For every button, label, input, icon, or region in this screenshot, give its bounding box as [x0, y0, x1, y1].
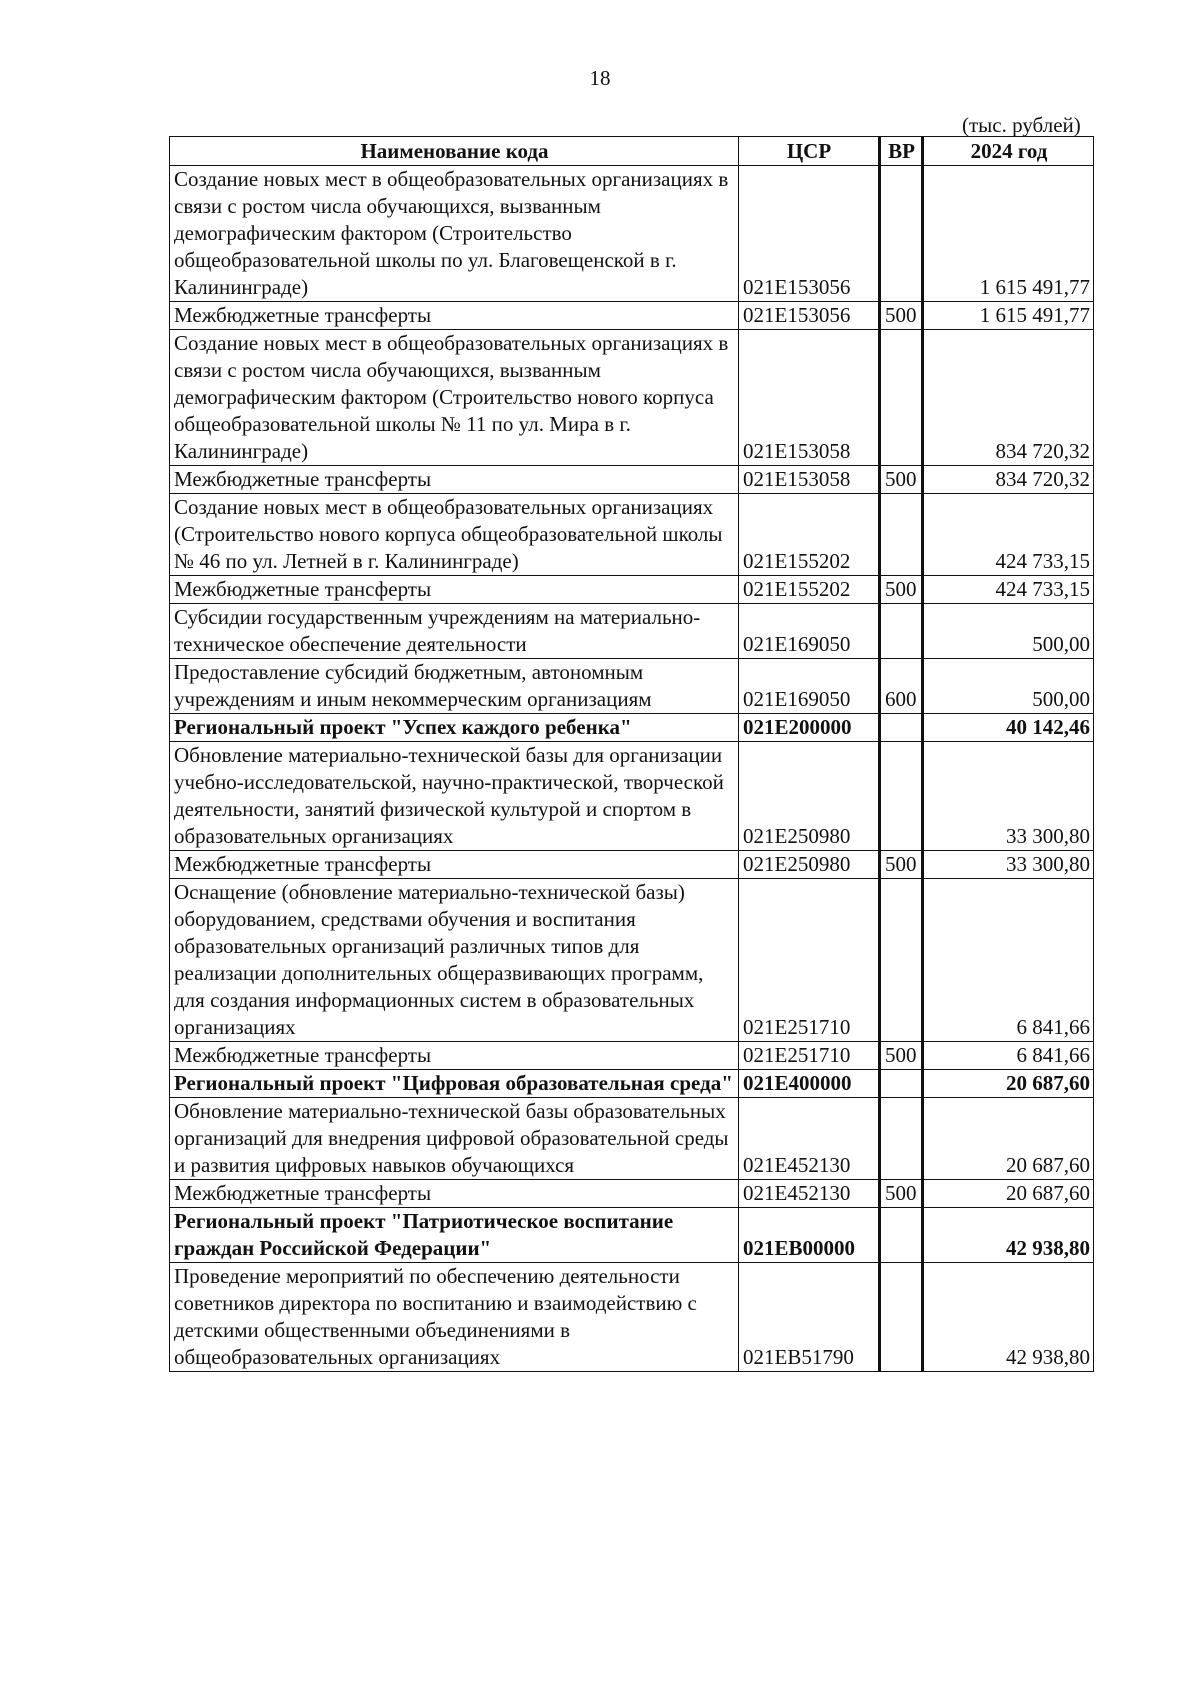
cell-amount: 500,00 [923, 604, 1094, 659]
cell-vr: 500 [880, 1180, 923, 1208]
cell-amount: 20 687,60 [923, 1070, 1094, 1098]
table-row [170, 466, 1094, 494]
cell-name: Обновление материально-технической базы для организации учебно-исследовательской, научно-практической, творческой деятельности, занятий физической культурой и спортом в образовательных организациях [170, 742, 739, 851]
cell-vr [880, 330, 923, 466]
cell-vr [880, 604, 923, 659]
cell-csr: 021Е250980 [739, 851, 880, 879]
cell-amount: 1 615 491,77 [923, 302, 1094, 330]
cell-csr: 021Е153058 [739, 466, 880, 494]
cell-vr: 500 [880, 302, 923, 330]
cell-amount: 6 841,66 [923, 879, 1094, 1042]
cell-csr: 021ЕВ51790 [739, 1263, 880, 1372]
table-row [170, 742, 1094, 851]
cell-amount: 42 938,80 [923, 1263, 1094, 1372]
cell-name: Проведение мероприятий по обеспечению деятельности советников директора по воспитанию и взаимодействию с детскими общественными объединениями в общеобразовательных организациях [170, 1263, 739, 1372]
cell-csr: 021Е200000 [739, 714, 880, 742]
cell-csr: 021Е169050 [739, 604, 880, 659]
cell-name: Межбюджетные трансферты [170, 1042, 739, 1070]
table-row [170, 659, 1094, 714]
cell-vr: 500 [880, 851, 923, 879]
table-row [170, 166, 1094, 302]
cell-name: Субсидии государственным учреждениям на материально-техническое обеспечение деятельности [170, 604, 739, 659]
cell-vr [880, 1208, 923, 1263]
cell-csr: 021Е250980 [739, 742, 880, 851]
cell-amount: 42 938,80 [923, 1208, 1094, 1263]
cell-name: Обновление материально-технической базы образовательных организаций для внедрения цифровой образовательной среды и развития цифровых навыков обучающихся [170, 1098, 739, 1180]
header-year: 2024 год [923, 137, 1094, 166]
table-row [170, 302, 1094, 330]
cell-name: Оснащение (обновление материально-технической базы) оборудованием, средствами обучения и воспитания образовательных организаций различных типов для реализации дополнительных общеразвивающих программ, для создания информационных систем в образовательных организациях [170, 879, 739, 1042]
cell-csr: 021Е153058 [739, 330, 880, 466]
cell-vr [880, 494, 923, 576]
header-name: Наименование кода [170, 137, 739, 166]
cell-amount: 33 300,80 [923, 851, 1094, 879]
cell-name: Межбюджетные трансферты [170, 1180, 739, 1208]
header-row [170, 137, 1094, 166]
cell-name: Межбюджетные трансферты [170, 302, 739, 330]
cell-csr: 021Е452130 [739, 1098, 880, 1180]
cell-vr: 500 [880, 1042, 923, 1070]
cell-name: Создание новых мест в общеобразовательных организациях (Строительство нового корпуса общеобразовательной школы № 46 по ул. Летней в г. Калининграде) [170, 494, 739, 576]
table-row [170, 1263, 1094, 1372]
cell-amount: 33 300,80 [923, 742, 1094, 851]
table-row [170, 604, 1094, 659]
cell-vr [880, 879, 923, 1042]
table-row [170, 714, 1094, 742]
cell-vr [880, 714, 923, 742]
cell-amount: 1 615 491,77 [923, 166, 1094, 302]
cell-name: Региональный проект "Патриотическое воспитание граждан Российской Федерации" [170, 1208, 739, 1263]
cell-name: Предоставление субсидий бюджетным, автономным учреждениям и иным некоммерческим организациям [170, 659, 739, 714]
cell-vr: 500 [880, 466, 923, 494]
table-row [170, 851, 1094, 879]
cell-name: Создание новых мест в общеобразовательных организациях в связи с ростом числа обучающихся, вызванным демографическим фактором (Строительство нового корпуса общеобразовательной школы № 11 по ул. Мира в г. Калининграде) [170, 330, 739, 466]
header-vr: ВР [880, 137, 923, 166]
cell-vr [880, 166, 923, 302]
cell-amount: 6 841,66 [923, 1042, 1094, 1070]
cell-amount: 20 687,60 [923, 1180, 1094, 1208]
cell-csr: 021Е153056 [739, 302, 880, 330]
cell-csr: 021Е251710 [739, 1042, 880, 1070]
units-label: (тыс. рублей) [962, 113, 1081, 137]
table-row [170, 576, 1094, 604]
cell-name: Создание новых мест в общеобразовательных организациях в связи с ростом числа обучающихся, вызванным демографическим фактором (Строительство общеобразовательной школы по ул. Благовещенской в г. Калининграде) [170, 166, 739, 302]
cell-amount: 20 687,60 [923, 1098, 1094, 1180]
table-row [170, 494, 1094, 576]
cell-amount: 424 733,15 [923, 494, 1094, 576]
cell-name: Межбюджетные трансферты [170, 466, 739, 494]
cell-amount: 834 720,32 [923, 330, 1094, 466]
page-number: 18 [589, 66, 611, 90]
cell-vr: 600 [880, 659, 923, 714]
cell-name: Региональный проект "Цифровая образовательная среда" [170, 1070, 739, 1098]
cell-vr [880, 742, 923, 851]
cell-vr: 500 [880, 576, 923, 604]
table-row [170, 330, 1094, 466]
cell-csr: 021Е169050 [739, 659, 880, 714]
cell-amount: 834 720,32 [923, 466, 1094, 494]
cell-vr [880, 1098, 923, 1180]
header-csr: ЦСР [739, 137, 880, 166]
cell-name: Межбюджетные трансферты [170, 576, 739, 604]
cell-amount: 40 142,46 [923, 714, 1094, 742]
table-row [170, 1208, 1094, 1263]
cell-name: Региональный проект "Успех каждого ребенка" [170, 714, 739, 742]
cell-csr: 021ЕВ00000 [739, 1208, 880, 1263]
table-row [170, 879, 1094, 1042]
table-row [170, 1098, 1094, 1180]
table-row [170, 1070, 1094, 1098]
cell-vr [880, 1263, 923, 1372]
cell-amount: 500,00 [923, 659, 1094, 714]
cell-csr: 021Е251710 [739, 879, 880, 1042]
table-body [170, 166, 1094, 1372]
cell-name: Межбюджетные трансферты [170, 851, 739, 879]
table-row [170, 1042, 1094, 1070]
cell-csr: 021Е155202 [739, 576, 880, 604]
budget-table [169, 136, 1094, 1372]
cell-vr [880, 1070, 923, 1098]
cell-csr: 021Е452130 [739, 1180, 880, 1208]
cell-csr: 021Е155202 [739, 494, 880, 576]
table-row [170, 1180, 1094, 1208]
cell-csr: 021Е153056 [739, 166, 880, 302]
cell-amount: 424 733,15 [923, 576, 1094, 604]
cell-csr: 021Е400000 [739, 1070, 880, 1098]
